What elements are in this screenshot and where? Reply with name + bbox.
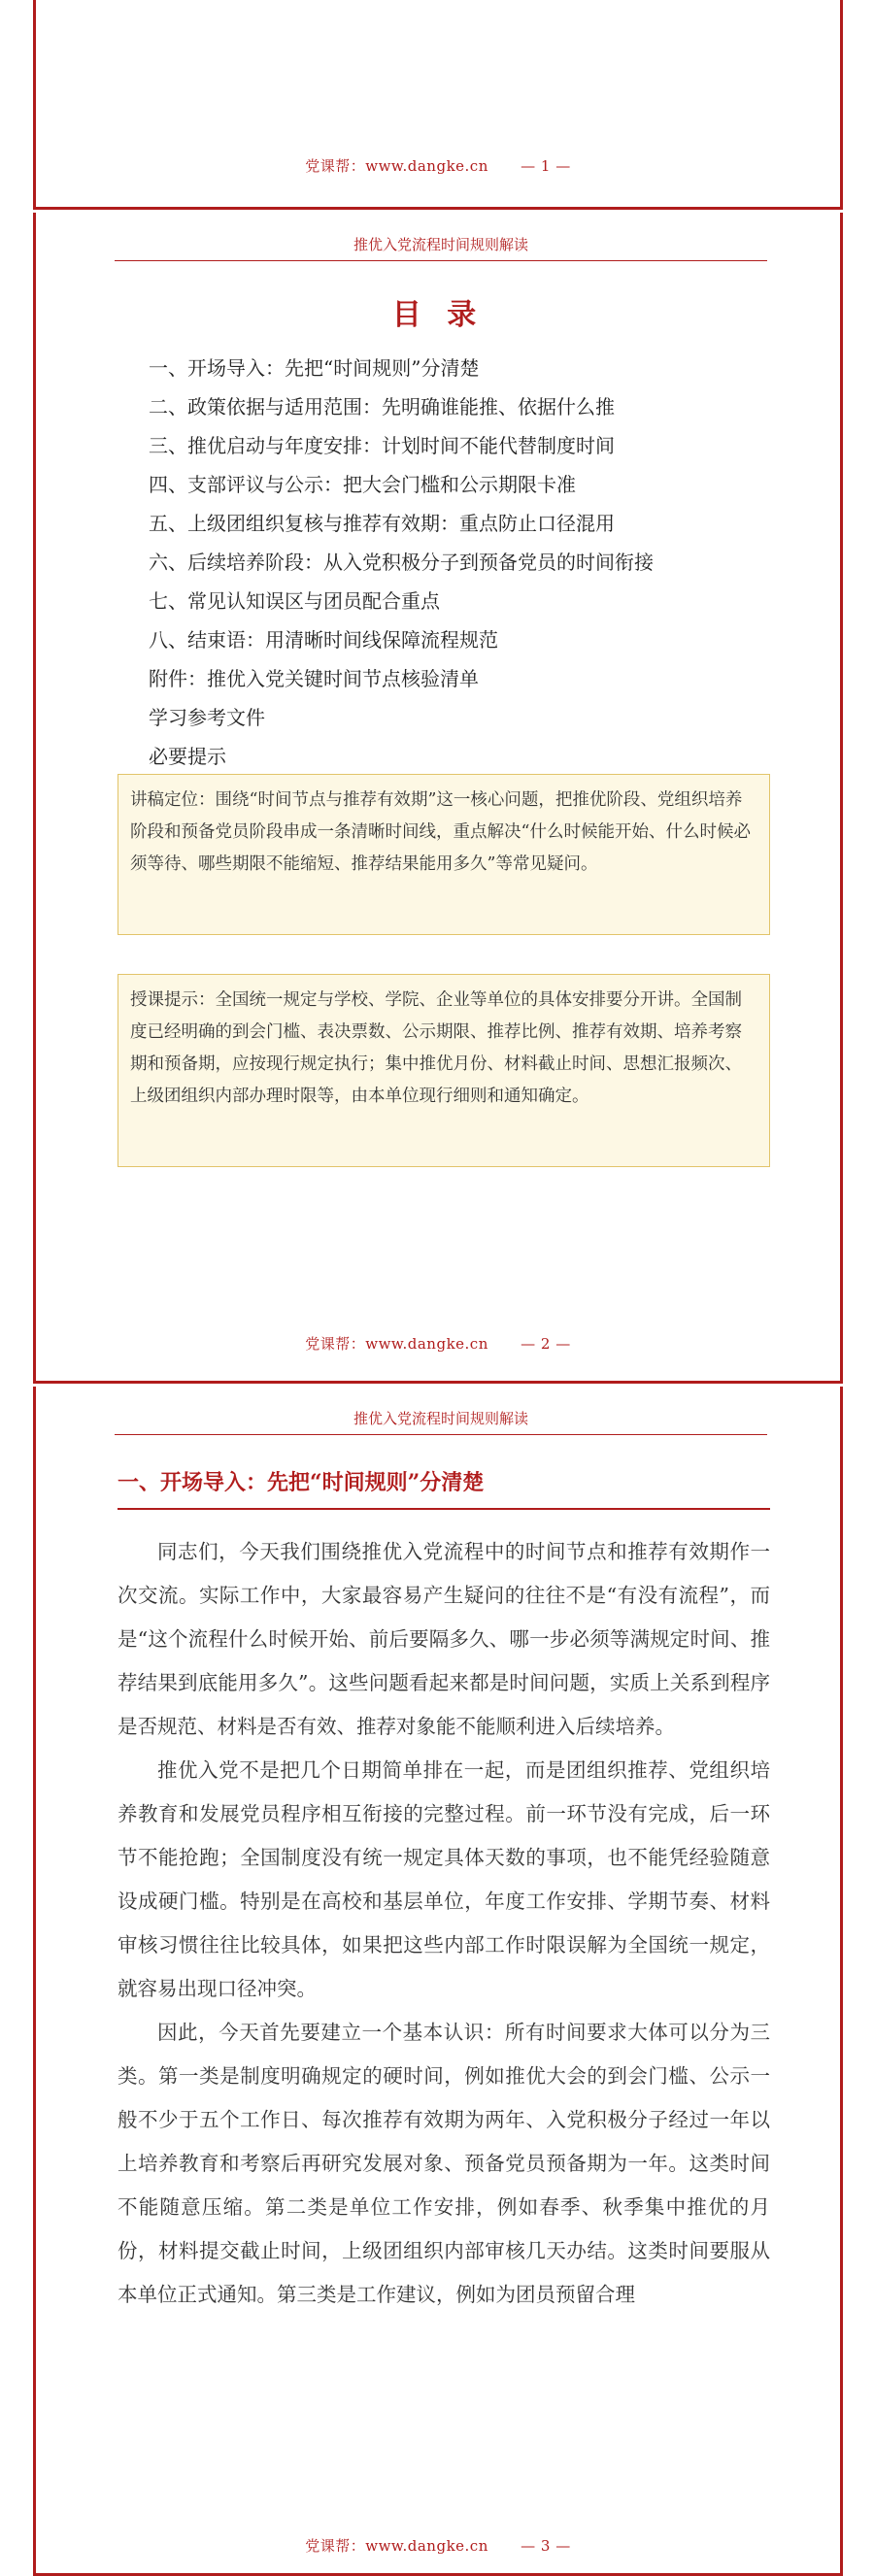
body-paragraph: 同志们，今天我们围绕推优入党流程中的时间节点和推荐有效期作一次交流。实际工作中，大家最容易产生疑问的往往不是“有没有流程”，而是“这个流程什么时候开始、前后要隔多久、哪一步必须等满规定时间、推荐结果到底能用多久”。这些问题看起来都是时间问题，实质上关系到程序是否规范、材料是否有效、推荐对象能不能顺利进入后续培养。 — [118, 1540, 770, 1738]
page-number: — 3 — — [521, 2537, 571, 2555]
toc-item[interactable]: 八、结束语：用清晰时间线保障流程规范 — [149, 628, 498, 652]
page-footer — [36, 2535, 840, 2556]
body-paragraph: 因此，今天首先要建立一个基本认识：所有时间要求大体可以分为三类。第一类是制度明确规定的硬时间，例如推优大会的到会门槛、公示一般不少于五个工作日、每次推荐有效期为两年、入党积极分子经过一年以上培养教育和考察后再研究发展对象、预备党员预备期为一年。这类时间不能随意压缩。第二类是单位工作安排，例如春季、秋季集中推优的月份，材料提交截止时间，上级团组织内部审核几天办结。这类时间要服从本单位正式通知。第三类是工作建议，例如为团员预留合理 — [118, 2021, 770, 2306]
body-paragraph: 推优入党不是把几个日期简单排在一起，而是团组织推荐、党组织培养教育和发展党员程序相互衔接的完整过程。前一环节没有完成，后一环节不能抢跑；全国制度没有统一规定具体天数的事项，也不能凭经验随意设成硬门槛。特别是在高校和基层单位，年度工作安排、学期节奏、材料审核习惯往往比较具体，如果把这些内部工作时限误解为全国统一规定，就容易出现口径冲突。 — [118, 1758, 770, 2000]
page-number: — 2 — — [521, 1335, 571, 1353]
page-footer — [36, 155, 840, 176]
toc-item[interactable]: 一、开场导入：先把“时间规则”分清楚 — [149, 356, 480, 380]
toc-item[interactable]: 六、后续培养阶段：从入党积极分子到预备党员的时间衔接 — [149, 551, 654, 574]
footer-site: 党课帮：www.dangke.cn — [305, 157, 488, 175]
toc-item[interactable]: 三、推优启动与年度安排：计划时间不能代替制度时间 — [149, 434, 615, 457]
footer-site: 党课帮：www.dangke.cn — [305, 1335, 488, 1353]
toc-list — [149, 349, 654, 776]
page-footer — [36, 1333, 840, 1354]
toc-item[interactable]: 必要提示 — [149, 745, 226, 768]
footer-site: 党课帮：www.dangke.cn — [305, 2537, 488, 2555]
positioning-note: 讲稿定位：围绕“时间节点与推荐有效期”这一核心问题，把推优阶段、党组织培养阶段和预备党员阶段串成一条清晰时间线，重点解决“什么时候能开始、什么时候必须等待、哪些期限不能缩短、推荐结果能用多久”等常见疑问。 — [118, 774, 770, 935]
toc-item[interactable]: 附件：推优入党关键时间节点核验清单 — [149, 667, 479, 690]
toc-item[interactable]: 四、支部评议与公示：把大会门槛和公示期限卡准 — [149, 473, 576, 496]
toc-item[interactable]: 七、常见认知误区与团员配合重点 — [149, 589, 440, 613]
toc-item[interactable]: 五、上级团组织复核与推荐有效期：重点防止口径混用 — [149, 512, 615, 535]
page-number: — 1 — — [521, 157, 571, 175]
running-header: 推优入党流程时间规则解读 — [115, 1408, 767, 1435]
page-2 — [33, 213, 843, 1384]
section-body — [118, 1530, 770, 2317]
section-heading: 一、开场导入：先把“时间规则”分清楚 — [118, 1466, 770, 1510]
page-3 — [33, 1387, 843, 2576]
toc-item[interactable]: 二、政策依据与适用范围：先明确谁能推、依据什么推 — [149, 395, 615, 418]
toc-item[interactable]: 学习参考文件 — [149, 706, 265, 729]
page-1 — [33, 0, 843, 210]
toc-title: 目 录 — [391, 298, 485, 332]
running-header: 推优入党流程时间规则解读 — [115, 234, 767, 261]
teaching-note: 授课提示：全国统一规定与学校、学院、企业等单位的具体安排要分开讲。全国制度已经明确的到会门槛、表决票数、公示期限、推荐比例、推荐有效期、培养考察期和预备期，应按现行规定执行；集中推优月份、材料截止时间、思想汇报频次、上级团组织内部办理时限等，由本单位现行细则和通知确定。 — [118, 974, 770, 1167]
